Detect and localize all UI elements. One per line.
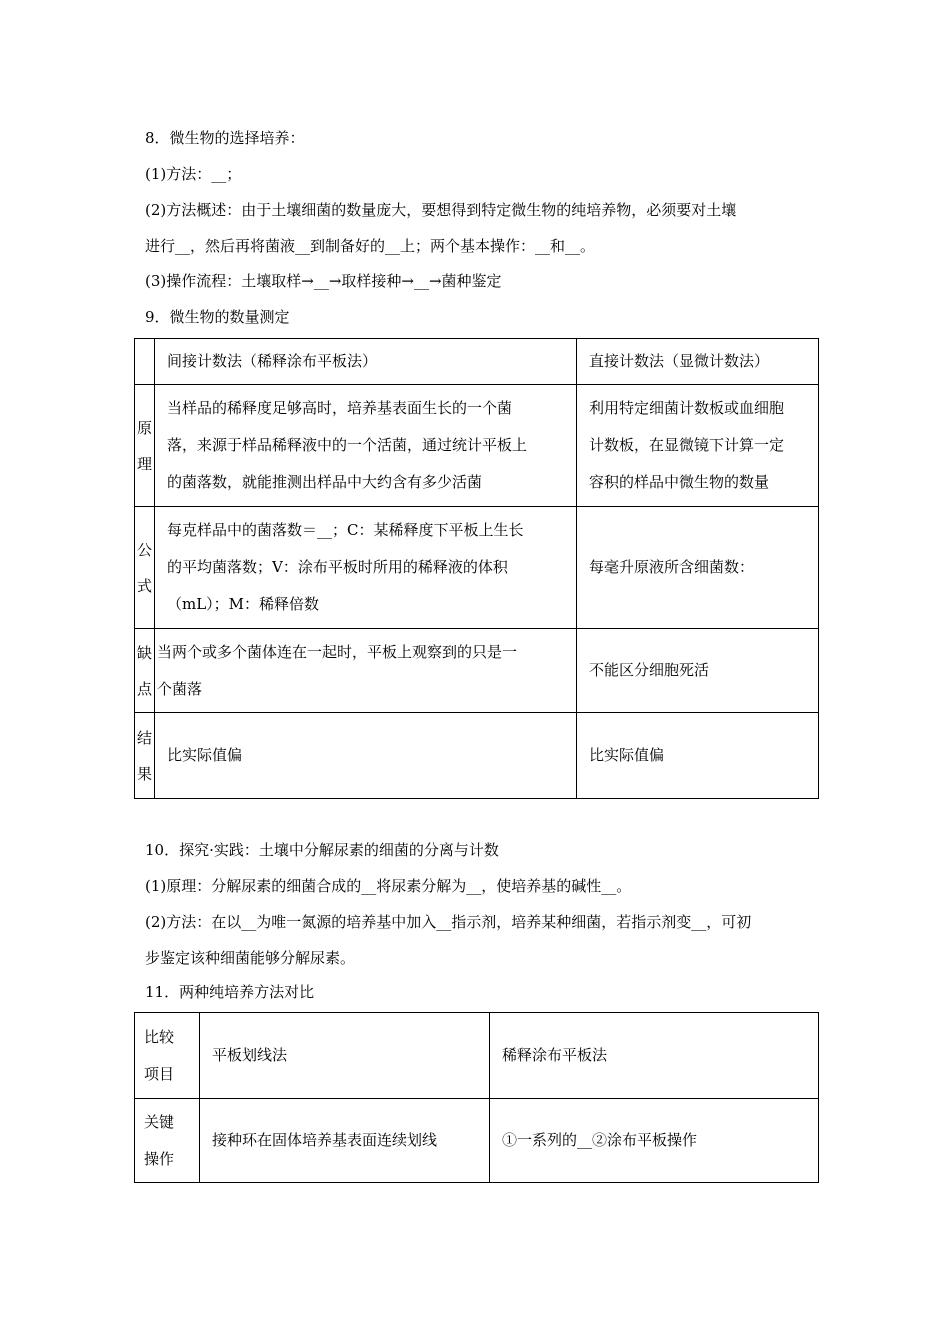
table-corner-cell [135, 339, 155, 385]
table-row [135, 713, 819, 799]
section11-title: 11．两种纯培养方法对比 [145, 983, 315, 1001]
quantity-measurement-table [134, 338, 819, 799]
row-label-principle: 原理 [135, 385, 155, 507]
section10-line2b: 步鉴定该种细菌能够分解尿素。 [145, 949, 356, 967]
section10-line1: (1)原理：分解尿素的细菌合成的__将尿素分解为__，使培养基的碱性__。 [145, 877, 632, 895]
drawback-indirect-cell: 当两个或多个菌体连在一起时，平板上观察到的只是一 个菌落 [155, 629, 577, 713]
row-label-result: 结果 [135, 713, 155, 799]
table-row [135, 629, 819, 713]
result-direct-cell: 比实际值偏 [577, 713, 819, 799]
streak-plate-header: 平板划线法 [200, 1013, 490, 1099]
section8-title: 8．微生物的选择培养： [145, 129, 305, 147]
pure-culture-comparison-table [134, 1012, 819, 1183]
section8-line2a: (2)方法概述：由于土壤细菌的数量庞大，要想得到特定微生物的纯培养物，必须要对土壤 [145, 201, 737, 219]
section8-line2b: 进行__，然后再将菌液__到制备好的__上；两个基本操作：__和__。 [145, 237, 596, 255]
principle-indirect-cell: 当样品的稀释度足够高时，培养基表面生长的一个菌 落，来源于样品稀释液中的一个活菌，通过统计平板上 的菌落数，就能推测出样品中大约含有多少活菌 [155, 385, 577, 507]
spread-plate-header: 稀释涂布平板法 [490, 1013, 819, 1099]
section9-title: 9．微生物的数量测定 [145, 308, 290, 326]
table-row [135, 507, 819, 629]
principle-direct-cell: 利用特定细菌计数板或血细胞 计数板，在显微镜下计算一定 容积的样品中微生物的数量 [577, 385, 819, 507]
result-indirect-cell: 比实际值偏 [155, 713, 577, 799]
row-label-formula: 公式 [135, 507, 155, 629]
row-label-drawback: 缺点 [135, 629, 155, 713]
drawback-direct-cell: 不能区分细胞死活 [577, 629, 819, 713]
streak-plate-operation: 接种环在固体培养基表面连续划线 [200, 1099, 490, 1183]
table-row [135, 1099, 819, 1183]
formula-direct-cell: 每毫升原液所含细菌数： [577, 507, 819, 629]
key-operation-label: 关键 操作 [135, 1099, 200, 1183]
formula-indirect-cell: 每克样品中的菌落数＝__；C：某稀释度下平板上生长 的平均菌落数；V：涂布平板时所用的稀释液的体积 （mL）；M：稀释倍数 [155, 507, 577, 629]
table-header-row [135, 1013, 819, 1099]
section10-title: 10．探究·实践：土壤中分解尿素的细菌的分离与计数 [145, 841, 499, 859]
section8-line1: (1)方法：__； [145, 165, 242, 183]
table-row [135, 385, 819, 507]
compare-item-header: 比较 项目 [135, 1013, 200, 1099]
direct-method-header: 直接计数法（显微计数法） [577, 339, 819, 385]
section10-line2a: (2)方法：在以__为唯一氮源的培养基中加入__指示剂，培养某种细菌，若指示剂变__，可初 [145, 913, 752, 931]
section8-line3: (3)操作流程：土壤取样→__→取样接种→__→菌种鉴定 [145, 272, 502, 290]
spread-plate-operation: ①一系列的__②涂布平板操作 [490, 1099, 819, 1183]
table-header-row [135, 339, 819, 385]
indirect-method-header: 间接计数法（稀释涂布平板法） [155, 339, 577, 385]
